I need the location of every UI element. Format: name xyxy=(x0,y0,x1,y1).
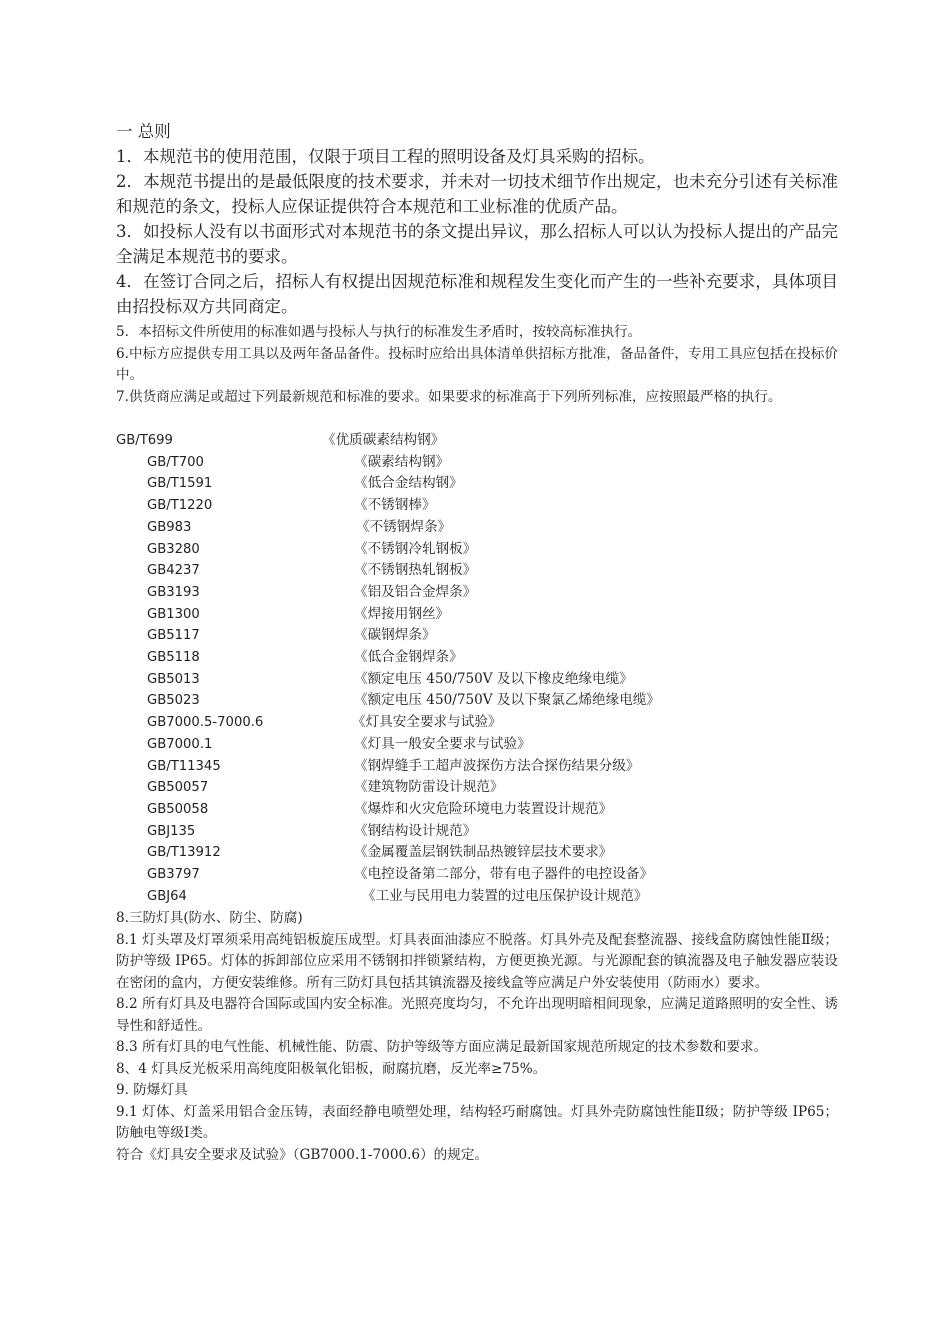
clause-8-3: 8.3 所有灯具的电气性能、机械性能、防震、防护等级等方面应满足最新国家规范所规定的技术参数和要求。 xyxy=(116,1039,768,1055)
standard-row xyxy=(0,690,950,712)
standard-row xyxy=(0,886,950,908)
standard-row xyxy=(0,821,950,843)
clause-9-compliance: 符合《灯具安全要求及试验》（GB7000.1-7000.6）的规定。 xyxy=(116,1146,489,1163)
standard-title: 《工业与民用电力装置的过电压保护设计规范》 xyxy=(362,887,648,904)
standard-title: 《低合金钢焊条》 xyxy=(354,649,463,665)
standard-row xyxy=(0,452,950,474)
standard-code: GB1300 xyxy=(147,606,200,622)
standard-row xyxy=(0,495,950,517)
standard-row xyxy=(0,517,950,539)
standard-title: 《不锈钢冷轧钢板》 xyxy=(354,540,477,557)
clause-2: 2．本规范书提出的是最低限度的技术要求，并未对一切技术细节作出规定，也未充分引述有关标准和规范的条文，投标人应保证提供符合本规范和工业标准的优质产品。 xyxy=(116,172,838,216)
clause-9-1: 9.1 灯体、灯盖采用铝合金压铸，表面经静电喷塑处理，结构轻巧耐腐蚀。灯具外壳防腐蚀性能Ⅱ级；防护等级 IP65；防触电等级Ⅰ类。 xyxy=(116,1103,838,1141)
standard-title: 《钢焊缝手工超声波探伤方法合探伤结果分级》 xyxy=(354,757,640,774)
standard-code: GB5023 xyxy=(147,693,200,709)
standard-code: GB7000.1 xyxy=(147,736,213,752)
standard-code: GB5013 xyxy=(147,671,200,687)
section-8 xyxy=(116,908,838,1166)
standard-code: GB50057 xyxy=(147,780,209,796)
standard-row xyxy=(0,560,950,582)
standard-title: 《金属覆盖层钢铁制品热镀锌层技术要求》 xyxy=(354,844,613,861)
standard-row xyxy=(0,647,950,669)
standard-title: 《额定电压 450/750V 及以下橡皮绝缘电缆》 xyxy=(354,670,633,687)
clause-1: 1．本规范书的使用范围，仅限于项目工程的照明设备及灯具采购的招标。 xyxy=(116,147,655,166)
standard-title: 《低合金结构钢》 xyxy=(354,475,463,492)
standard-code: GB50058 xyxy=(147,801,209,817)
standard-code: GB4237 xyxy=(147,563,200,579)
standard-code: GB/T700 xyxy=(147,454,204,470)
standard-title: 《爆炸和火灾危险环境电力装置设计规范》 xyxy=(354,800,613,817)
standard-title: 《不锈钢焊条》 xyxy=(356,518,452,535)
standard-row xyxy=(0,799,950,821)
standard-title: 《灯具一般安全要求与试验》 xyxy=(354,735,531,752)
standard-row xyxy=(0,473,950,495)
section-title: 一 总则 xyxy=(116,122,171,141)
standard-code: GB7000.5-7000.6 xyxy=(147,715,264,731)
standard-title: 《优质碳素结构钢》 xyxy=(322,432,445,448)
section-8-heading: 8.三防灯具(防水、防尘、防腐) xyxy=(116,910,303,926)
standard-code: GB/T1220 xyxy=(147,498,213,514)
standard-row xyxy=(0,734,950,756)
general-section xyxy=(116,119,838,319)
clause-6: 6.中标方应提供专用工具以及两年备品备件。投标时应给出具体清单供招标方批准，备品备件，专用工具应包括在投标价中。 xyxy=(116,345,838,383)
standard-title: 《碳钢焊条》 xyxy=(354,627,436,644)
standard-row xyxy=(0,582,950,604)
standard-title: 《额定电压 450/750V 及以下聚氯乙烯绝缘电缆》 xyxy=(354,692,661,709)
requirements-section xyxy=(116,322,838,408)
clause-3: 3．如投标人没有以书面形式对本规范书的条文提出异议，那么招标人可以认为投标人提出的产品完全满足本规范书的要求。 xyxy=(116,222,838,266)
standard-code: GB/T1591 xyxy=(147,476,213,492)
standard-row xyxy=(0,625,950,647)
standard-title: 《灯具安全要求与试验》 xyxy=(352,714,502,731)
clause-5: 5．本招标文件所使用的标准如遇与投标人与执行的标准发生矛盾时，按较高标准执行。 xyxy=(116,324,642,340)
standard-row xyxy=(0,842,950,864)
standard-row xyxy=(0,669,950,691)
clause-4: 4．在签订合同之后，招标人有权提出因规范标准和规程发生变化而产生的一些补充要求，具体项目由招投标双方共同商定。 xyxy=(116,272,838,316)
standard-code: GB983 xyxy=(147,519,192,535)
standard-row xyxy=(0,604,950,626)
standard-title: 《铝及铝合金焊条》 xyxy=(354,583,477,600)
standard-title: 《不锈钢热轧钢板》 xyxy=(354,562,477,579)
standard-code: GB5118 xyxy=(147,650,200,665)
clause-8-2: 8.2 所有灯具及电器符合国际或国内安全标准。光照亮度均匀，不允许出现明暗相间现象，应满足道路照明的安全性、诱导性和舒适性。 xyxy=(116,996,838,1034)
standard-title: 《钢结构设计规范》 xyxy=(354,822,477,839)
standard-row xyxy=(0,777,950,799)
standard-title: 《焊接用钢丝》 xyxy=(354,605,450,622)
standard-code: GB3193 xyxy=(147,584,200,600)
standard-row xyxy=(0,864,950,886)
standard-code: GB/T699 xyxy=(116,433,173,448)
clause-8-1: 8.1 灯头罩及灯罩须采用高纯铝板旋压成型。灯具表面油漆应不脱落。灯具外壳及配套整流器、接线盒防腐蚀性能Ⅱ级；防护等级 IP65。灯体的拆卸部位应采用不锈钢扣拌锁紧结构，方便更换光源。与光源配套的镇流器及电子触发器应装设在密闭的盒内，方便安装维修。所有三防灯具包括其镇流器及接线盒等应满足户外安装使用（防雨水）要求。 xyxy=(116,931,838,991)
standard-code: GB5117 xyxy=(147,628,200,644)
standard-row xyxy=(0,712,950,734)
standard-title: 《碳素结构钢》 xyxy=(354,453,450,470)
standard-code: GBJ135 xyxy=(147,823,196,839)
clause-7: 7.供货商应满足或超过下列最新规范和标准的要求。如果要求的标准高于下列所列标准，应按照最严格的执行。 xyxy=(116,388,782,405)
standard-code: GB3280 xyxy=(147,541,200,557)
standard-code: GB/T11345 xyxy=(147,758,221,774)
clause-8-4: 8、4 灯具反光板采用高纯度阳极氧化铝板，耐腐抗磨，反光率≥75%。 xyxy=(116,1060,547,1077)
standard-code: GBJ64 xyxy=(147,888,187,904)
standard-title: 《电控设备第二部分，带有电子器件的电控设备》 xyxy=(354,866,654,882)
standard-code: GB3797 xyxy=(147,867,200,882)
standard-code: GB/T13912 xyxy=(147,845,221,861)
section-9-heading: 9. 防爆灯具 xyxy=(116,1082,188,1098)
standard-title: 《建筑物防雷设计规范》 xyxy=(354,779,504,796)
standard-title: 《不锈钢棒》 xyxy=(354,497,436,514)
standard-row xyxy=(0,756,950,778)
standard-row xyxy=(0,430,950,452)
standard-row xyxy=(0,539,950,561)
